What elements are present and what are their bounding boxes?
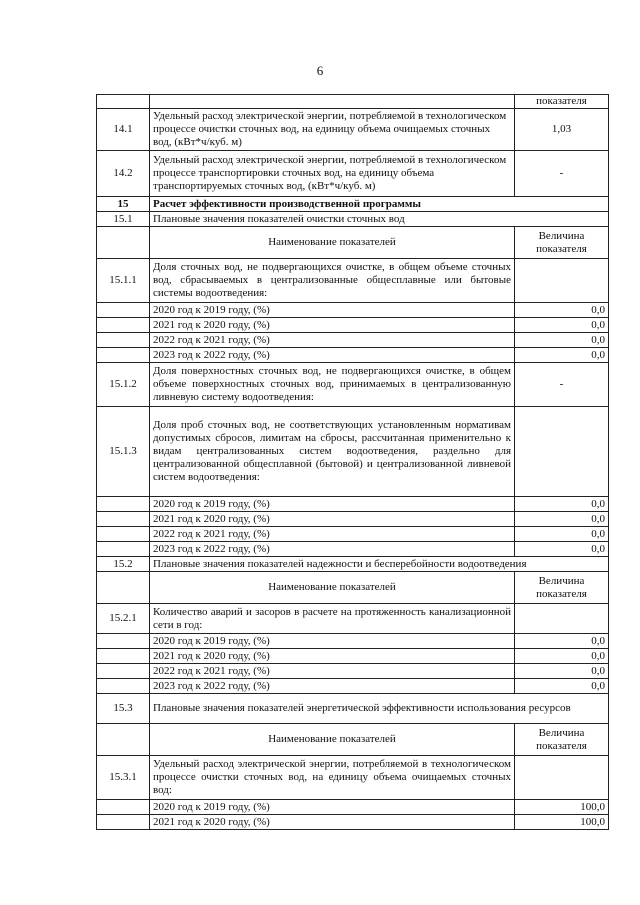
table-row <box>97 363 609 407</box>
num-cell <box>97 800 150 815</box>
subsection-title: Плановые значения показателей энергетической эффективности использования ресурсов <box>150 694 609 724</box>
table-row <box>97 407 609 497</box>
year-label: 2020 год к 2019 году, (%) <box>150 634 515 649</box>
subsection-number: 15.1 <box>97 212 150 227</box>
subsection-row <box>97 557 609 572</box>
value-header-cont: показателя <box>515 95 609 109</box>
row-value <box>515 259 609 303</box>
year-row <box>97 333 609 348</box>
text-cell <box>150 95 515 109</box>
num-cell <box>97 815 150 830</box>
year-label: 2021 год к 2020 году, (%) <box>150 815 515 830</box>
year-value: 0,0 <box>515 333 609 348</box>
row-number: 14.2 <box>97 151 150 197</box>
year-label: 2023 год к 2022 году, (%) <box>150 348 515 363</box>
year-row <box>97 815 609 830</box>
column-header-row <box>97 227 609 259</box>
row-text: Доля поверхностных сточных вод, не подвергающихся очистке, в общем объеме поверхностных сточных вод, принимаемых в централизованную ливневую систему водоотведения: <box>150 363 515 407</box>
value-header: Величина показателя <box>515 724 609 756</box>
row-text: Доля проб сточных вод, не соответствующих установленным нормативам допустимых сбросов, лимитам на сбросы, рассчитанная применительно к видам централизованных систем водоотведения, раздельно для централизованной общесплавной (бытовой) и централизованной ливневой систем водоотведения: <box>150 407 515 497</box>
year-value: 0,0 <box>515 542 609 557</box>
num-cell <box>97 318 150 333</box>
table-row <box>97 604 609 634</box>
year-label: 2020 год к 2019 году, (%) <box>150 497 515 512</box>
num-cell <box>97 649 150 664</box>
year-value: 0,0 <box>515 527 609 542</box>
num-cell <box>97 497 150 512</box>
year-value: 0,0 <box>515 634 609 649</box>
page-number: 6 <box>316 63 324 78</box>
year-label: 2022 год к 2021 году, (%) <box>150 527 515 542</box>
row-value: - <box>515 363 609 407</box>
num-cell <box>97 227 150 259</box>
section-title: Расчет эффективности производственной программы <box>150 197 609 212</box>
num-cell <box>97 634 150 649</box>
year-row <box>97 348 609 363</box>
year-row <box>97 664 609 679</box>
table-row <box>97 95 609 109</box>
num-cell <box>97 512 150 527</box>
row-number: 15.3.1 <box>97 756 150 800</box>
subsection-row <box>97 212 609 227</box>
row-number: 15.1.2 <box>97 363 150 407</box>
row-number: 15.1.3 <box>97 407 150 497</box>
year-row <box>97 497 609 512</box>
row-value: 1,03 <box>515 109 609 151</box>
year-row <box>97 318 609 333</box>
name-header: Наименование показателей <box>150 724 515 756</box>
row-value <box>515 407 609 497</box>
row-value: - <box>515 151 609 197</box>
subsection-title: Плановые значения показателей очистки сточных вод <box>150 212 609 227</box>
num-cell <box>97 333 150 348</box>
table-row <box>97 109 609 151</box>
year-label: 2021 год к 2020 году, (%) <box>150 318 515 333</box>
num-cell <box>97 664 150 679</box>
year-row <box>97 634 609 649</box>
section-row <box>97 197 609 212</box>
year-label: 2022 год к 2021 году, (%) <box>150 664 515 679</box>
year-value: 0,0 <box>515 348 609 363</box>
year-value: 0,0 <box>515 318 609 333</box>
row-text: Доля сточных вод, не подвергающихся очистке, в общем объеме сточных вод, сбрасываемых в централизованные общесплавные или бытовые системы водоотведения: <box>150 259 515 303</box>
column-header-row <box>97 572 609 604</box>
year-label: 2020 год к 2019 году, (%) <box>150 303 515 318</box>
year-label: 2021 год к 2020 году, (%) <box>150 649 515 664</box>
table-row <box>97 151 609 197</box>
year-label: 2021 год к 2020 году, (%) <box>150 512 515 527</box>
year-value: 100,0 <box>515 800 609 815</box>
subsection-number: 15.3 <box>97 694 150 724</box>
num-cell <box>97 348 150 363</box>
num-cell <box>97 679 150 694</box>
row-value <box>515 756 609 800</box>
num-cell <box>97 303 150 318</box>
num-cell <box>97 95 150 109</box>
year-row <box>97 542 609 557</box>
year-value: 0,0 <box>515 512 609 527</box>
row-text: Удельный расход электрической энергии, потребляемой в технологическом процессе очистки сточных вод, на единицу объема очищаемых сточных вод: <box>150 756 515 800</box>
year-value: 0,0 <box>515 649 609 664</box>
year-label: 2023 год к 2022 году, (%) <box>150 542 515 557</box>
section-number: 15 <box>97 197 150 212</box>
num-cell <box>97 724 150 756</box>
subsection-title: Плановые значения показателей надежности и бесперебойности водоотведения <box>150 557 609 572</box>
table-row <box>97 756 609 800</box>
year-label: 2020 год к 2019 году, (%) <box>150 800 515 815</box>
name-header: Наименование показателей <box>150 572 515 604</box>
year-row <box>97 527 609 542</box>
table-row <box>97 259 609 303</box>
year-label: 2023 год к 2022 году, (%) <box>150 679 515 694</box>
row-number: 14.1 <box>97 109 150 151</box>
row-text: Удельный расход электрической энергии, потребляемой в технологическом процессе транспортировки сточных вод, на единицу объема транспортируемых сточных вод, (кВт*ч/куб. м) <box>150 151 515 197</box>
row-number: 15.1.1 <box>97 259 150 303</box>
name-header: Наименование показателей <box>150 227 515 259</box>
year-value: 0,0 <box>515 303 609 318</box>
year-value: 0,0 <box>515 679 609 694</box>
num-cell <box>97 572 150 604</box>
year-value: 100,0 <box>515 815 609 830</box>
year-row <box>97 512 609 527</box>
row-value <box>515 604 609 634</box>
year-row <box>97 303 609 318</box>
subsection-number: 15.2 <box>97 557 150 572</box>
year-label: 2022 год к 2021 году, (%) <box>150 333 515 348</box>
column-header-row <box>97 724 609 756</box>
subsection-row <box>97 694 609 724</box>
row-number: 15.2.1 <box>97 604 150 634</box>
row-text: Удельный расход электрической энергии, потребляемой в технологическом процессе очистки сточных вод, на единицу объема очищаемых сточных вод, (кВт*ч/куб. м) <box>150 109 515 151</box>
value-header: Величина показателя <box>515 572 609 604</box>
value-header: Величина показателя <box>515 227 609 259</box>
num-cell <box>97 542 150 557</box>
year-row <box>97 679 609 694</box>
program-table <box>96 94 609 830</box>
row-text: Количество аварий и засоров в расчете на протяженность канализационной сети в год: <box>150 604 515 634</box>
year-row <box>97 800 609 815</box>
num-cell <box>97 527 150 542</box>
year-row <box>97 649 609 664</box>
year-value: 0,0 <box>515 497 609 512</box>
year-value: 0,0 <box>515 664 609 679</box>
